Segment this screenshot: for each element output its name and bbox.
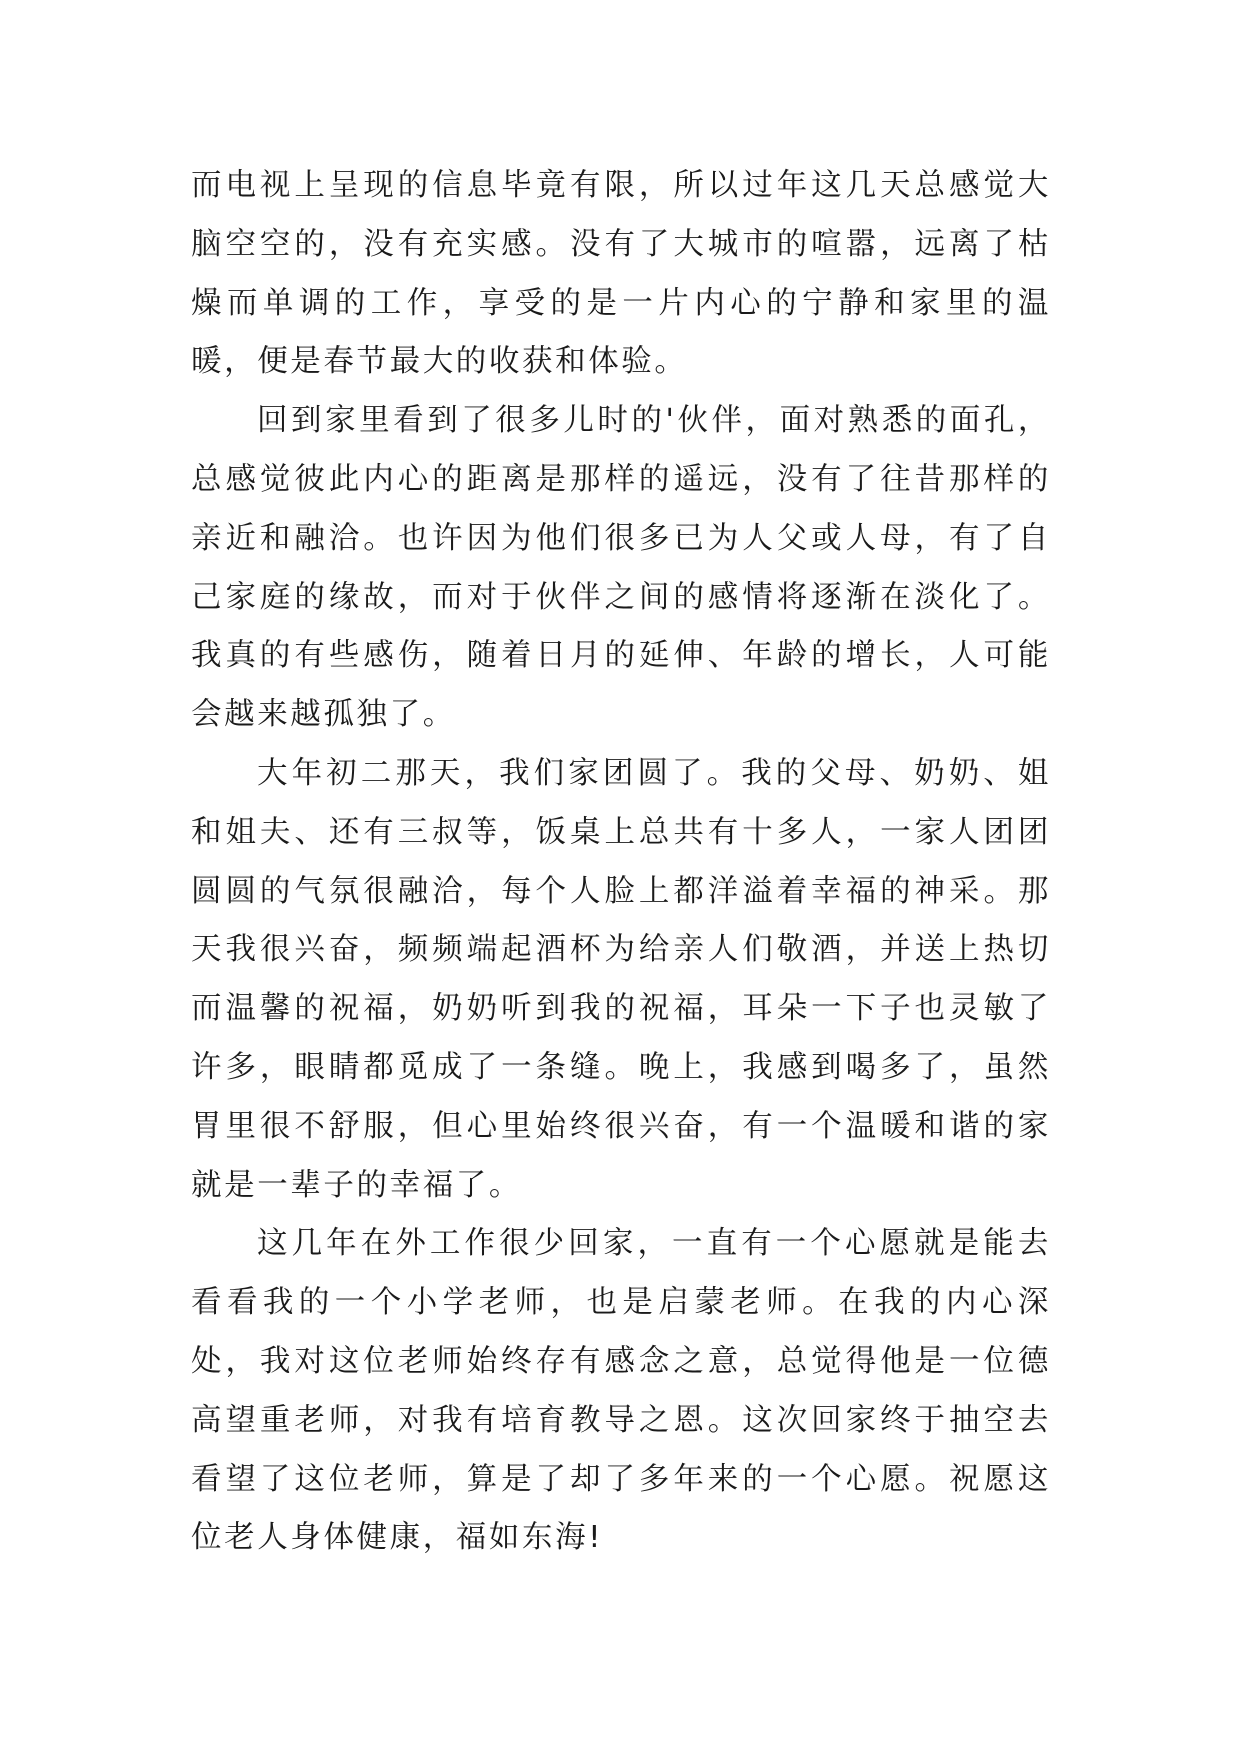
paragraph-family-reunion: 大年初二那天，我们家团圆了。我的父母、奶奶、姐和姐夫、还有三叔等，饭桌上总共有十多人，一家人团团圆圆的气氛很融洽，每个人脸上都洋溢着幸福的神采。那天我很兴奋，频频端起酒杯为给亲人们敬酒，并送上热切而温馨的祝福，奶奶听到我的祝福，耳朵一下子也灵敏了许多，眼睛都觅成了一条缝。晚上，我感到喝多了，虽然胃里很不舒服，但心里始终很兴奋，有一个温暖和谐的家就是一辈子的幸福了。 — [191, 755, 1051, 1203]
paragraph-teacher-visit: 这几年在外工作很少回家，一直有一个心愿就是能去看看我的一个小学老师，也是启蒙老师。在我的内心深处，我对这位老师始终存有感念之意，总觉得他是一位德高望重老师，对我有培育教导之恩。这次回家终于抽空去看望了这位老师，算是了却了多年来的一个心愿。祝愿这位老人身体健康，福如东海! — [191, 1226, 1051, 1556]
document-body — [191, 157, 1051, 1568]
paragraph-childhood-friends: 回到家里看到了很多儿时的'伙伴，面对熟悉的面孔，总感觉彼此内心的距离是那样的遥远，没有了往昔那样的亲近和融洽。也许因为他们很多已为人父或人母，有了自己家庭的缘故，而对于伙伴之间的感情将逐渐在淡化了。我真的有些感伤，随着日月的延伸、年龄的增长，人可能会越来越孤独了。 — [191, 403, 1051, 733]
paragraph-continued: 而电视上呈现的信息毕竟有限，所以过年这几天总感觉大脑空空的，没有充实感。没有了大城市的喧嚣，远离了枯燥而单调的工作，享受的是一片内心的宁静和家里的温暖，便是春节最大的收获和体验。 — [191, 168, 1051, 380]
